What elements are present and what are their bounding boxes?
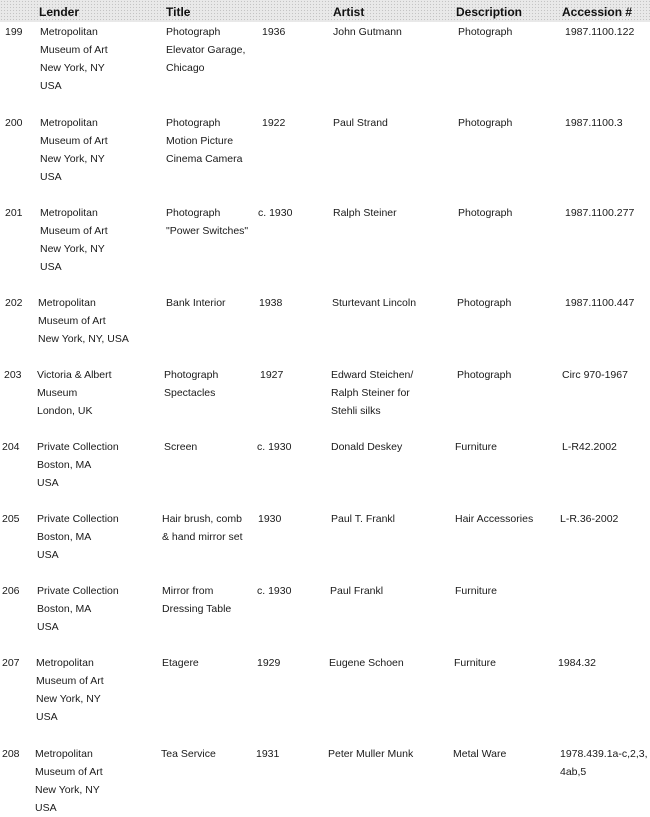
accession-cell-line: 1978.439.1a-c,2,3, [560,748,648,760]
description-cell: Photograph [457,369,512,381]
date-cell: 1931 [256,748,280,760]
date-cell: 1927 [260,369,284,381]
lender-cell-line: Private Collection [37,441,119,453]
accession-cell-line: 1987.1100.122 [565,26,635,38]
lender-cell [37,582,119,636]
title-cell [166,114,242,168]
description-cell: Furniture [454,657,497,669]
lender-cell-line: USA [37,621,59,633]
lender-cell-line: Metropolitan [40,207,98,219]
lender-cell [38,294,129,348]
lender-cell-line: New York, NY [40,243,105,255]
artist-cell [333,114,388,132]
lender-cell-line: Boston, MA [37,603,92,615]
artist-cell [328,745,413,763]
title-cell-line: Spectacles [164,387,216,399]
title-cell-line: Photograph [164,369,219,381]
accession-cell-line: L-R42.2002 [562,441,617,453]
lender-cell-line: Boston, MA [37,459,92,471]
title-cell-line: Mirror from [162,585,214,597]
title-cell [162,510,243,546]
description-cell: Metal Ware [453,748,507,760]
title-cell [161,745,216,763]
accession-cell [562,366,628,384]
lender-cell [35,745,103,817]
description-cell: Furniture [455,441,498,453]
date-cell: c. 1930 [257,585,292,597]
date-cell: c. 1930 [258,207,293,219]
accession-cell [565,23,634,41]
artist-cell [333,204,397,222]
lender-cell-line: Metropolitan [36,657,94,669]
date-cell: 1938 [259,297,283,309]
artist-cell [329,654,404,672]
accession-cell [560,745,648,781]
row-number: 206 [2,585,20,597]
lender-cell-line: New York, NY [36,693,101,705]
title-cell-line: Elevator Garage, [166,44,246,56]
header-lender: Lender [39,5,80,19]
title-cell [164,438,197,456]
lender-cell-line: New York, NY [40,153,105,165]
title-cell-line: Hair brush, comb [162,513,242,525]
accession-cell-line: 1987.1100.3 [565,117,623,129]
lender-cell-line: Metropolitan [40,26,98,38]
artist-cell-line: Paul Strand [333,117,388,129]
title-cell [166,23,245,77]
artist-cell-line: Sturtevant Lincoln [332,297,417,309]
lender-cell-line: USA [36,711,58,723]
lender-cell-line: Museum of Art [40,225,108,237]
title-cell-line: Motion Picture [166,135,234,147]
lender-cell-line: Private Collection [37,513,119,525]
lender-cell [40,114,108,186]
lender-cell-line: Museum [37,387,78,399]
artist-cell-line: Peter Muller Munk [328,748,414,760]
row-number: 202 [5,297,23,309]
lender-cell [40,23,108,95]
header-artist: Artist [333,5,365,19]
lender-cell [37,366,112,420]
lender-cell-line: Private Collection [37,585,119,597]
title-cell-line: Tea Service [161,748,216,760]
title-cell-line: Photograph [166,207,221,219]
row-number: 208 [2,748,20,760]
lender-cell-line: Metropolitan [40,117,98,129]
description-cell: Photograph [458,207,513,219]
artist-cell [333,23,402,41]
description-cell: Photograph [457,297,512,309]
accession-cell-line: 1984.32 [558,657,596,669]
row-number: 203 [4,369,22,381]
title-cell [166,294,226,312]
lender-cell-line: USA [35,802,57,814]
lender-cell-line: Metropolitan [35,748,93,760]
title-cell-line: Photograph [166,26,221,38]
lender-cell-line: Metropolitan [38,297,96,309]
description-cell: Hair Accessories [455,513,534,525]
accession-cell [565,294,634,312]
description-cell: Furniture [455,585,498,597]
date-cell: c. 1930 [257,441,292,453]
lender-cell-line: USA [40,261,62,273]
title-cell-line: Etagere [162,657,199,669]
description-cell: Photograph [458,26,513,38]
lender-cell-line: USA [40,171,62,183]
row-number: 201 [5,207,23,219]
title-cell-line: "Power Switches" [166,225,249,237]
accession-cell [565,114,623,132]
lender-cell-line: Museum of Art [40,135,108,147]
lender-cell-line: Museum of Art [40,44,108,56]
lender-cell-line: Museum of Art [38,315,106,327]
row-number: 200 [5,117,23,129]
title-cell-line: & hand mirror set [162,531,243,543]
description-cell: Photograph [458,117,513,129]
header-title: Title [166,5,191,19]
artist-cell-line: Ralph Steiner for [331,387,410,399]
title-cell [162,654,199,672]
lender-cell-line: Museum of Art [35,766,103,778]
accession-cell-line: Circ 970-1967 [562,369,628,381]
artist-cell [331,366,413,420]
accession-cell-line: 1987.1100.447 [565,297,635,309]
artist-cell-line: Paul Frankl [330,585,384,597]
lender-cell-line: Museum of Art [36,675,104,687]
title-cell [166,204,248,240]
title-cell-line: Chicago [166,62,205,74]
title-cell-line: Cinema Camera [166,153,243,165]
table-header [0,0,650,22]
accession-cell [560,510,618,528]
lender-cell [36,654,104,726]
artist-cell [331,438,402,456]
lender-cell [37,510,119,564]
accession-cell-line: L-R.36-2002 [560,513,619,525]
date-cell: 1936 [262,26,286,38]
title-cell-line: Bank Interior [166,297,226,309]
lender-cell-line: USA [40,80,62,92]
lender-cell-line: Victoria & Albert [37,369,112,381]
accession-cell [562,438,617,456]
artist-cell-line: Edward Steichen/ [331,369,414,381]
accession-cell [558,654,596,672]
lender-cell [37,438,119,492]
artist-cell-line: Stehli silks [331,405,381,417]
title-cell-line: Screen [164,441,198,453]
date-cell: 1922 [262,117,286,129]
artist-cell-line: Donald Deskey [331,441,403,453]
title-cell-line: Dressing Table [162,603,232,615]
lender-cell-line: New York, NY, USA [38,333,129,345]
artist-cell [332,294,416,312]
header-description: Description [456,5,523,19]
lender-cell [40,204,108,276]
title-cell [162,582,231,618]
title-cell-line: Photograph [166,117,221,129]
row-number: 199 [5,26,23,38]
title-cell [164,366,218,402]
artist-cell [331,510,395,528]
accession-cell-line: 4ab,5 [560,766,587,778]
lender-cell-line: New York, NY [40,62,105,74]
lender-cell-line: London, UK [37,405,93,417]
row-number: 204 [2,441,20,453]
lender-cell-line: USA [37,477,59,489]
accession-cell-line: 1987.1100.277 [565,207,635,219]
lender-cell-line: New York, NY [35,784,100,796]
row-number: 207 [2,657,20,669]
artist-cell [330,582,383,600]
lender-cell-line: Boston, MA [37,531,92,543]
lender-cell-line: USA [37,549,59,561]
date-cell: 1929 [257,657,281,669]
row-number: 205 [2,513,20,525]
artist-cell-line: Ralph Steiner [333,207,397,219]
artist-cell-line: Eugene Schoen [329,657,404,669]
header-accession: Accession # [562,5,633,19]
date-cell: 1930 [258,513,282,525]
accession-cell [565,204,634,222]
artist-cell-line: Paul T. Frankl [331,513,395,525]
artist-cell-line: John Gutmann [333,26,402,38]
